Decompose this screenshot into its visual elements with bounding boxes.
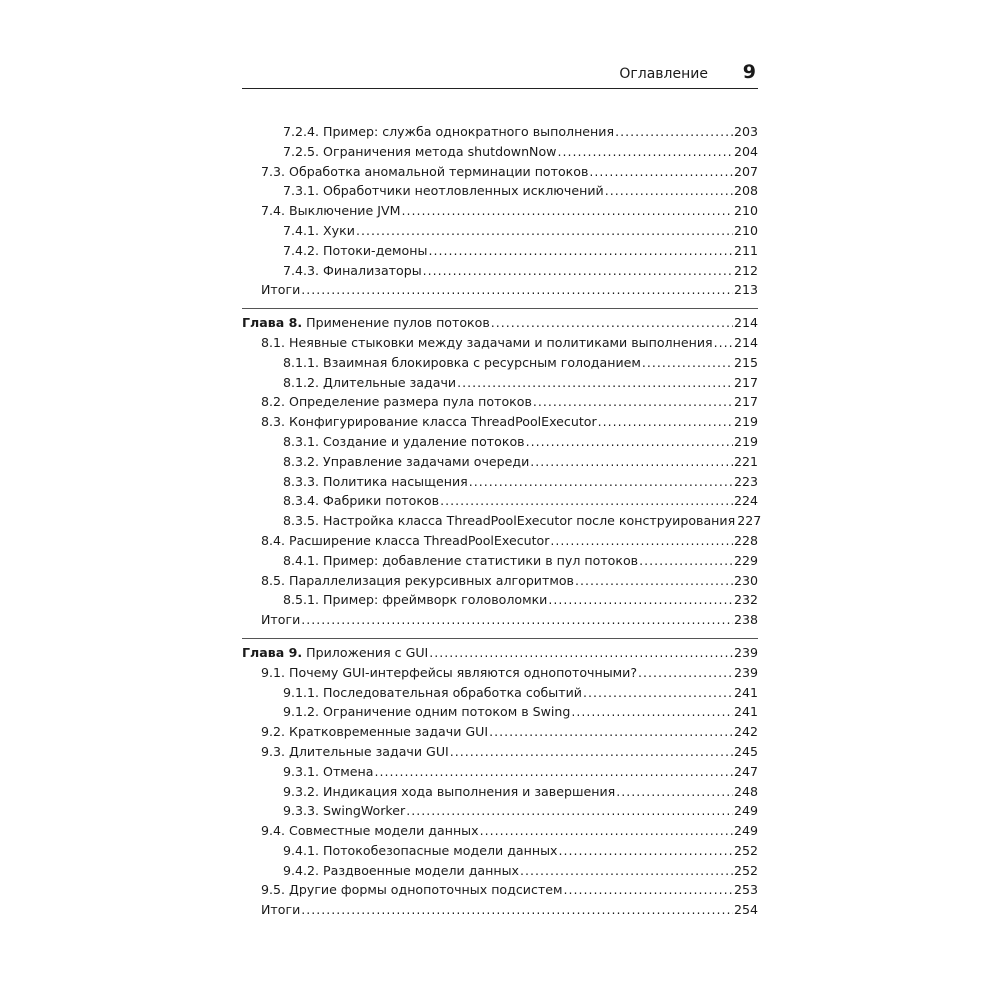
toc-page-number: 252 <box>733 842 758 858</box>
dot-leader <box>401 203 733 218</box>
dot-leader <box>428 243 733 258</box>
running-header <box>242 62 758 89</box>
toc-section-entry <box>242 902 758 922</box>
toc-page-number: 219 <box>733 414 758 430</box>
toc-subsection-entry <box>242 863 758 883</box>
toc-page-number: 211 <box>733 242 758 258</box>
dot-leader <box>440 493 733 508</box>
toc-entry-title: 8.1.2. Длительные задачи <box>283 374 457 390</box>
toc-page-number: 214 <box>733 334 758 350</box>
toc-section-entry <box>242 282 758 302</box>
toc-entry-title: 8.1.1. Взаимная блокировка с ресурсным голоданием <box>283 354 641 370</box>
toc-entry-title: 9.3.3. SwingWorker <box>283 803 406 819</box>
dot-leader <box>605 183 733 198</box>
toc-page-number: 210 <box>733 222 758 238</box>
dot-leader <box>548 592 733 607</box>
toc-subsection-entry <box>242 223 758 243</box>
dot-leader <box>530 454 733 469</box>
toc-page-number: 249 <box>733 823 758 839</box>
toc-page-number: 203 <box>733 124 758 139</box>
toc-entry-title: 9.4.2. Раздвоенные модели данных <box>283 862 519 878</box>
dot-leader <box>520 863 733 878</box>
toc-subsection-entry <box>242 454 758 474</box>
toc-section-entry <box>242 612 758 632</box>
dot-leader <box>575 573 733 588</box>
toc-page-number: 221 <box>733 453 758 469</box>
toc-page-number: 248 <box>733 783 758 799</box>
chapter-divider <box>242 308 758 309</box>
toc-page-number: 213 <box>733 282 758 298</box>
dot-leader <box>375 764 733 779</box>
toc-entry-title: 9.4. Совместные модели данных <box>261 823 479 839</box>
dot-leader <box>589 164 733 179</box>
toc-entry-title: 9.3.2. Индикация хода выполнения и завершения <box>283 783 616 799</box>
toc-entry-title: 7.2.4. Пример: служба однократного выполнения <box>283 124 615 139</box>
toc-page-number: 232 <box>733 592 758 608</box>
dot-leader <box>615 124 733 139</box>
toc-section-entry <box>242 744 758 764</box>
toc-page-number: 212 <box>733 262 758 278</box>
toc-entry-title: Глава 8. Применение пулов потоков <box>242 315 490 331</box>
toc-entry-title: 9.4.1. Потокобезопасные модели данных <box>283 842 558 858</box>
dot-leader <box>301 282 733 297</box>
dot-leader <box>639 553 733 568</box>
toc-subsection-entry <box>242 124 758 144</box>
toc-chapter-entry <box>242 315 758 335</box>
toc-subsection-entry <box>242 355 758 375</box>
toc-entry-title: 8.3.2. Управление задачами очереди <box>283 453 530 469</box>
toc-page-number: 214 <box>733 315 758 331</box>
toc-entry-title: 8.3.4. Фабрики потоков <box>283 493 440 509</box>
toc-page-number: 239 <box>733 664 758 680</box>
toc-page-number: 241 <box>733 684 758 700</box>
toc-section-entry <box>242 203 758 223</box>
toc-page-number: 210 <box>733 203 758 219</box>
dot-leader <box>301 902 733 917</box>
toc-section-entry <box>242 573 758 593</box>
toc-page-number: 227 <box>737 513 762 529</box>
toc-entry-title: 7.4.2. Потоки-демоны <box>283 242 428 258</box>
toc-subsection-entry <box>242 263 758 283</box>
dot-leader <box>583 685 733 700</box>
toc-entry-title: 9.2. Кратковременные задачи GUI <box>261 724 489 740</box>
toc-page-number: 217 <box>733 374 758 390</box>
toc-entry-title: 8.1. Неявные стыковки между задачами и политиками выполнения <box>261 334 713 350</box>
toc-page-number: 204 <box>733 143 758 159</box>
toc-subsection-entry <box>242 764 758 784</box>
toc-page-number: 224 <box>733 493 758 509</box>
dot-leader <box>457 375 733 390</box>
toc-entry-title: Глава 9. Приложения с GUI <box>242 644 429 660</box>
dot-leader <box>714 335 733 350</box>
toc-subsection-entry <box>242 493 758 513</box>
toc-entry-title: 8.3.3. Политика насыщения <box>283 473 468 489</box>
toc-page-number: 242 <box>733 724 758 740</box>
toc-entry-title: Итоги <box>261 612 301 628</box>
toc-page-number: 253 <box>733 882 758 898</box>
toc-subsection-entry <box>242 553 758 573</box>
toc-entry-title: 9.1.1. Последовательная обработка событий <box>283 684 582 700</box>
toc-page-number: 228 <box>733 532 758 548</box>
toc-entry-title: 7.4.3. Финализаторы <box>283 262 422 278</box>
table-of-contents <box>242 124 762 922</box>
toc-entry-title: 7.2.5. Ограничения метода shutdownNow <box>283 143 557 159</box>
toc-page-number: 247 <box>733 763 758 779</box>
header-title: Оглавление <box>619 66 708 82</box>
toc-entry-title: 9.5. Другие формы однопоточных подсистем <box>261 882 563 898</box>
dot-leader <box>550 533 733 548</box>
toc-entry-title: 8.4.1. Пример: добавление статистики в пул потоков <box>283 552 639 568</box>
dot-leader <box>480 823 733 838</box>
chapter-divider <box>242 638 758 639</box>
toc-section-entry <box>242 724 758 744</box>
toc-section-entry <box>242 882 758 902</box>
toc-entry-title: 9.3. Длительные задачи GUI <box>261 743 449 759</box>
toc-page-number: 207 <box>733 163 758 179</box>
chapter-number: Глава 8. <box>242 315 303 331</box>
toc-entry-title: 9.1.2. Ограничение одним потоком в Swing <box>283 704 571 720</box>
toc-entry-title: 9.3.1. Отмена <box>283 763 374 779</box>
toc-subsection-entry <box>242 434 758 454</box>
toc-subsection-entry <box>242 144 758 164</box>
dot-leader <box>526 434 733 449</box>
toc-entry-title: 8.2. Определение размера пула потоков <box>261 394 532 410</box>
dot-leader <box>563 882 732 897</box>
toc-subsection-entry <box>242 183 758 203</box>
toc-page-number: 215 <box>733 354 758 370</box>
dot-leader <box>301 612 733 627</box>
dot-leader <box>557 144 732 159</box>
dot-leader <box>533 394 733 409</box>
page-number: 9 <box>742 61 756 83</box>
toc-page-number: 245 <box>733 743 758 759</box>
toc-subsection-entry <box>242 803 758 823</box>
toc-subsection-entry <box>242 243 758 263</box>
dot-leader <box>598 414 733 429</box>
toc-entry-title: Итоги <box>261 902 301 918</box>
toc-subsection-entry <box>242 784 758 804</box>
toc-page-number: 223 <box>733 473 758 489</box>
toc-entry-title: 7.3. Обработка аномальной терминации потоков <box>261 163 589 179</box>
toc-subsection-entry <box>242 685 758 705</box>
toc-page-number: 252 <box>733 862 758 878</box>
dot-leader <box>559 843 733 858</box>
dot-leader <box>450 744 733 759</box>
toc-entry-title: Итоги <box>261 282 301 298</box>
toc-page-number: 249 <box>733 803 758 819</box>
dot-leader <box>423 263 733 278</box>
toc-section-entry <box>242 665 758 685</box>
toc-entry-title: 9.1. Почему GUI-интерфейсы являются однопоточными? <box>261 664 638 680</box>
toc-subsection-entry <box>242 704 758 724</box>
toc-subsection-entry <box>242 474 758 494</box>
toc-subsection-entry <box>242 375 758 395</box>
toc-entry-title: 8.5. Параллелизация рекурсивных алгоритмов <box>261 572 574 588</box>
toc-page-number: 241 <box>733 704 758 720</box>
toc-section-entry <box>242 164 758 184</box>
toc-entry-title: 8.3.1. Создание и удаление потоков <box>283 433 525 449</box>
toc-section-entry <box>242 414 758 434</box>
toc-entry-title: 8.5.1. Пример: фреймворк головоломки <box>283 592 548 608</box>
toc-entry-title: 8.3.5. Настройка класса ThreadPoolExecutor после конструирования <box>283 513 736 529</box>
toc-section-entry <box>242 335 758 355</box>
toc-entry-title: 7.4. Выключение JVM <box>261 203 401 219</box>
dot-leader <box>429 645 733 660</box>
dot-leader <box>406 803 733 818</box>
toc-section-entry <box>242 823 758 843</box>
toc-entry-title: 7.4.1. Хуки <box>283 222 355 238</box>
toc-section-entry <box>242 394 758 414</box>
toc-page-number: 230 <box>733 572 758 588</box>
dot-leader <box>571 704 733 719</box>
toc-section-entry <box>242 533 758 553</box>
toc-page-number: 208 <box>733 183 758 199</box>
dot-leader <box>616 784 733 799</box>
dot-leader <box>638 665 733 680</box>
toc-subsection-entry <box>242 513 762 533</box>
chapter-number: Глава 9. <box>242 644 303 660</box>
toc-page-number: 239 <box>733 644 758 660</box>
toc-subsection-entry <box>242 592 758 612</box>
dot-leader <box>356 223 733 238</box>
toc-entry-title: 8.4. Расширение класса ThreadPoolExecutor <box>261 532 550 548</box>
dot-leader <box>489 724 733 739</box>
dot-leader <box>469 474 733 489</box>
toc-page-number: 254 <box>733 902 758 918</box>
toc-page-number: 217 <box>733 394 758 410</box>
toc-entry-title: 8.3. Конфигурирование класса ThreadPoolExecutor <box>261 414 597 430</box>
toc-entry-title: 7.3.1. Обработчики неотловленных исключений <box>283 183 604 199</box>
toc-page-number: 219 <box>733 433 758 449</box>
toc-page-number: 238 <box>733 612 758 628</box>
toc-page-number: 229 <box>733 552 758 568</box>
toc-subsection-entry <box>242 843 758 863</box>
dot-leader <box>491 315 733 330</box>
toc-chapter-entry <box>242 645 758 665</box>
dot-leader <box>642 355 733 370</box>
